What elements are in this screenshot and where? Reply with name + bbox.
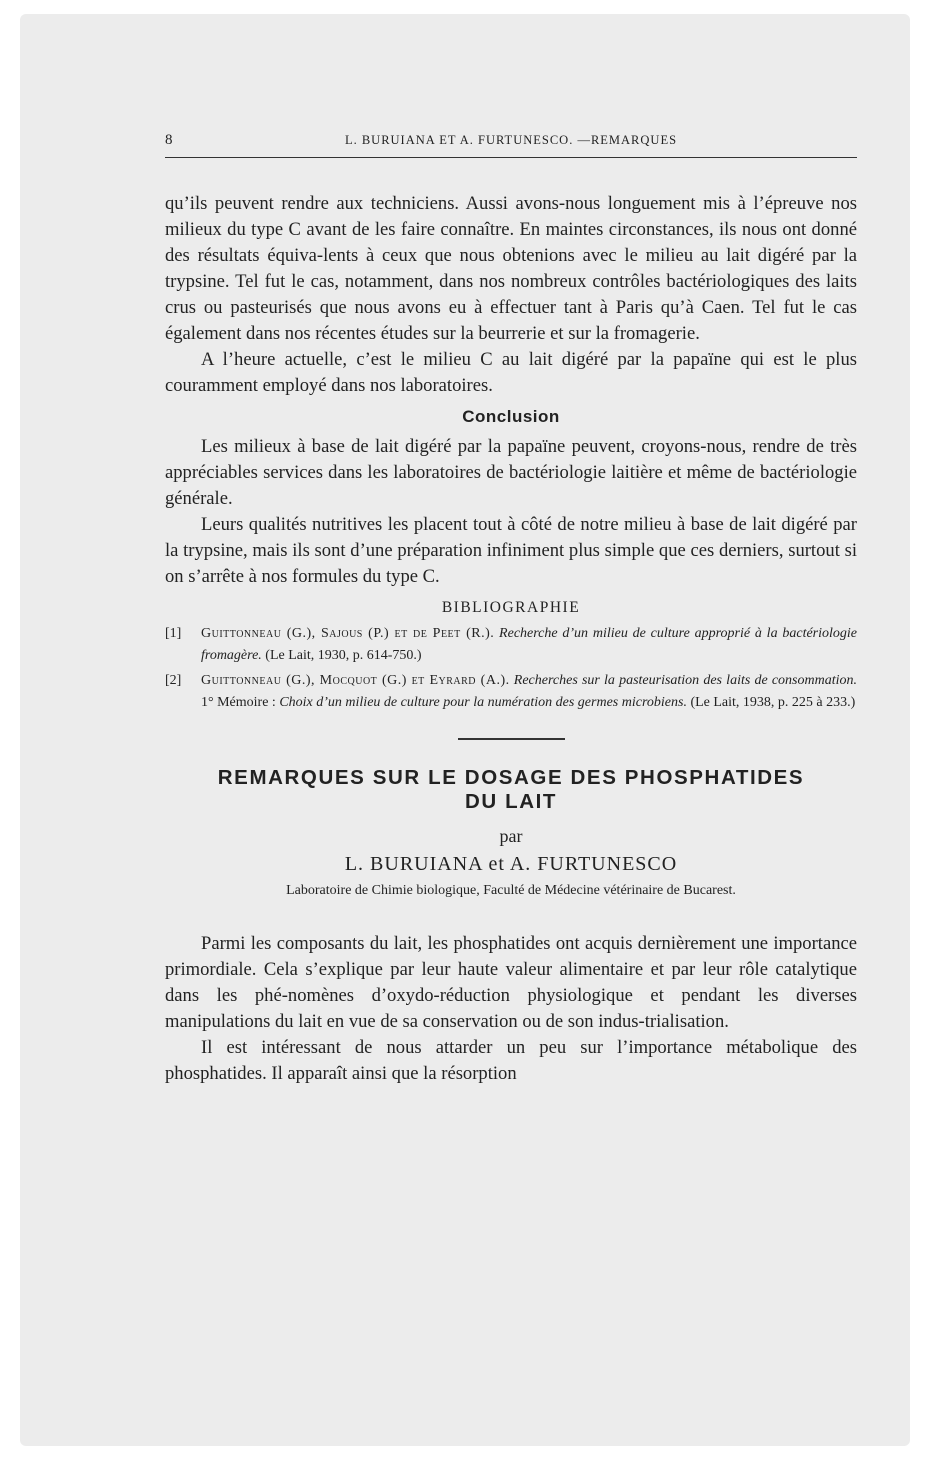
paragraph: Parmi les composants du lait, les phosphatides ont acquis dernièrement une importance primordiale. Cela s’explique par leur haute valeur alimentaire et par leur rôle catalytique dans les phé-nomènes d’oxydo-réduction physiologique et pendant les diverses manipulations du lait en vue de sa conservation ou de son indus-trialisation.	[165, 932, 857, 1032]
running-header	[165, 132, 857, 158]
paragraph: Il est intéressant de nous attarder un peu sur l’importance métabolique des phosphatides. Il apparaît ainsi que la résorption	[165, 1036, 857, 1084]
reference-text	[201, 670, 857, 714]
conclusion-heading: Conclusion	[462, 407, 560, 426]
reference-number: [1]	[165, 626, 182, 641]
byline-par: par	[499, 825, 523, 846]
reference-item	[165, 623, 857, 667]
article-title-line-1: REMARQUES SUR LE DOSAGE DES PHOSPHATIDES	[217, 765, 805, 789]
reference-number: [2]	[165, 673, 182, 688]
reference-memoire: 1° Mémoire :	[201, 695, 276, 710]
reference-source: (Le Lait, 1938, p. 225 à 233.)	[690, 695, 856, 710]
document-content	[165, 132, 857, 1087]
running-title: L. BURUIANA ET A. FURTUNESCO. —REMARQUES	[344, 133, 678, 147]
bibliography-heading: BIBLIOGRAPHIE	[441, 599, 581, 616]
reference-source: (Le Lait, 1930, p. 614-750.)	[265, 648, 422, 663]
paragraph: qu’ils peuvent rendre aux techniciens. Aussi avons-nous longuement mis à l’épreuve nos milieux du type C avant de les faire connaître. En maintes circonstances, ils nous ont donné des résultats équiva-lents à ceux que nous obtenions avec le milieu au lait digéré par la trypsine. Tel fut le cas, notamment, dans nos nombreux contrôles bactériologiques des laits crus ou pasteurisés que nous avons eu à effectuer tant à Paris qu’à Caen. Tel fut le cas également dans nos récentes études sur la beurrerie et sur la fromagerie.	[165, 193, 857, 344]
reference-authors: Guittonneau (G.), Sajous (P.) et de Peet (R.).	[201, 626, 495, 641]
reference-title: Recherches sur la pasteurisation des laits de consommation.	[513, 673, 858, 688]
paragraph: Les milieux à base de lait digéré par la papaïne peuvent, croyons-nous, rendre de très appréciables services dans les laboratoires de bactériologie laitière et même de bactériologie générale.	[165, 436, 857, 509]
page-background	[20, 14, 910, 1446]
article-affiliation: Laboratoire de Chimie biologique, Faculté de Médecine vétérinaire de Bucarest.	[286, 882, 736, 898]
section-divider	[458, 738, 565, 740]
paragraph: A l’heure actuelle, c’est le milieu C au lait digéré par la papaïne qui est le plus couramment employé dans nos laboratoires.	[165, 349, 857, 396]
reference-subtitle: Choix d’un milieu de culture pour la numération des germes microbiens.	[279, 695, 687, 710]
reference-authors: Guittonneau (G.), Mocquot (G.) et Eyrard (A.).	[201, 673, 510, 688]
article-authors: L. BURUIANA et A. FURTUNESCO	[344, 852, 678, 875]
reference-item	[165, 670, 857, 714]
page-number: 8	[165, 132, 174, 148]
article-title-line-2: DU LAIT	[464, 789, 558, 813]
reference-title: Recherche d’un milieu de culture approprié à la bactériologie fromagère.	[201, 626, 858, 663]
reference-text	[201, 623, 857, 667]
paragraph: Leurs qualités nutritives les placent tout à côté de notre milieu à base de lait digéré par la trypsine, mais ils sont d’une préparation infiniment plus simple que ces derniers, surtout si on s’arrête à nos formules du type C.	[165, 514, 857, 587]
